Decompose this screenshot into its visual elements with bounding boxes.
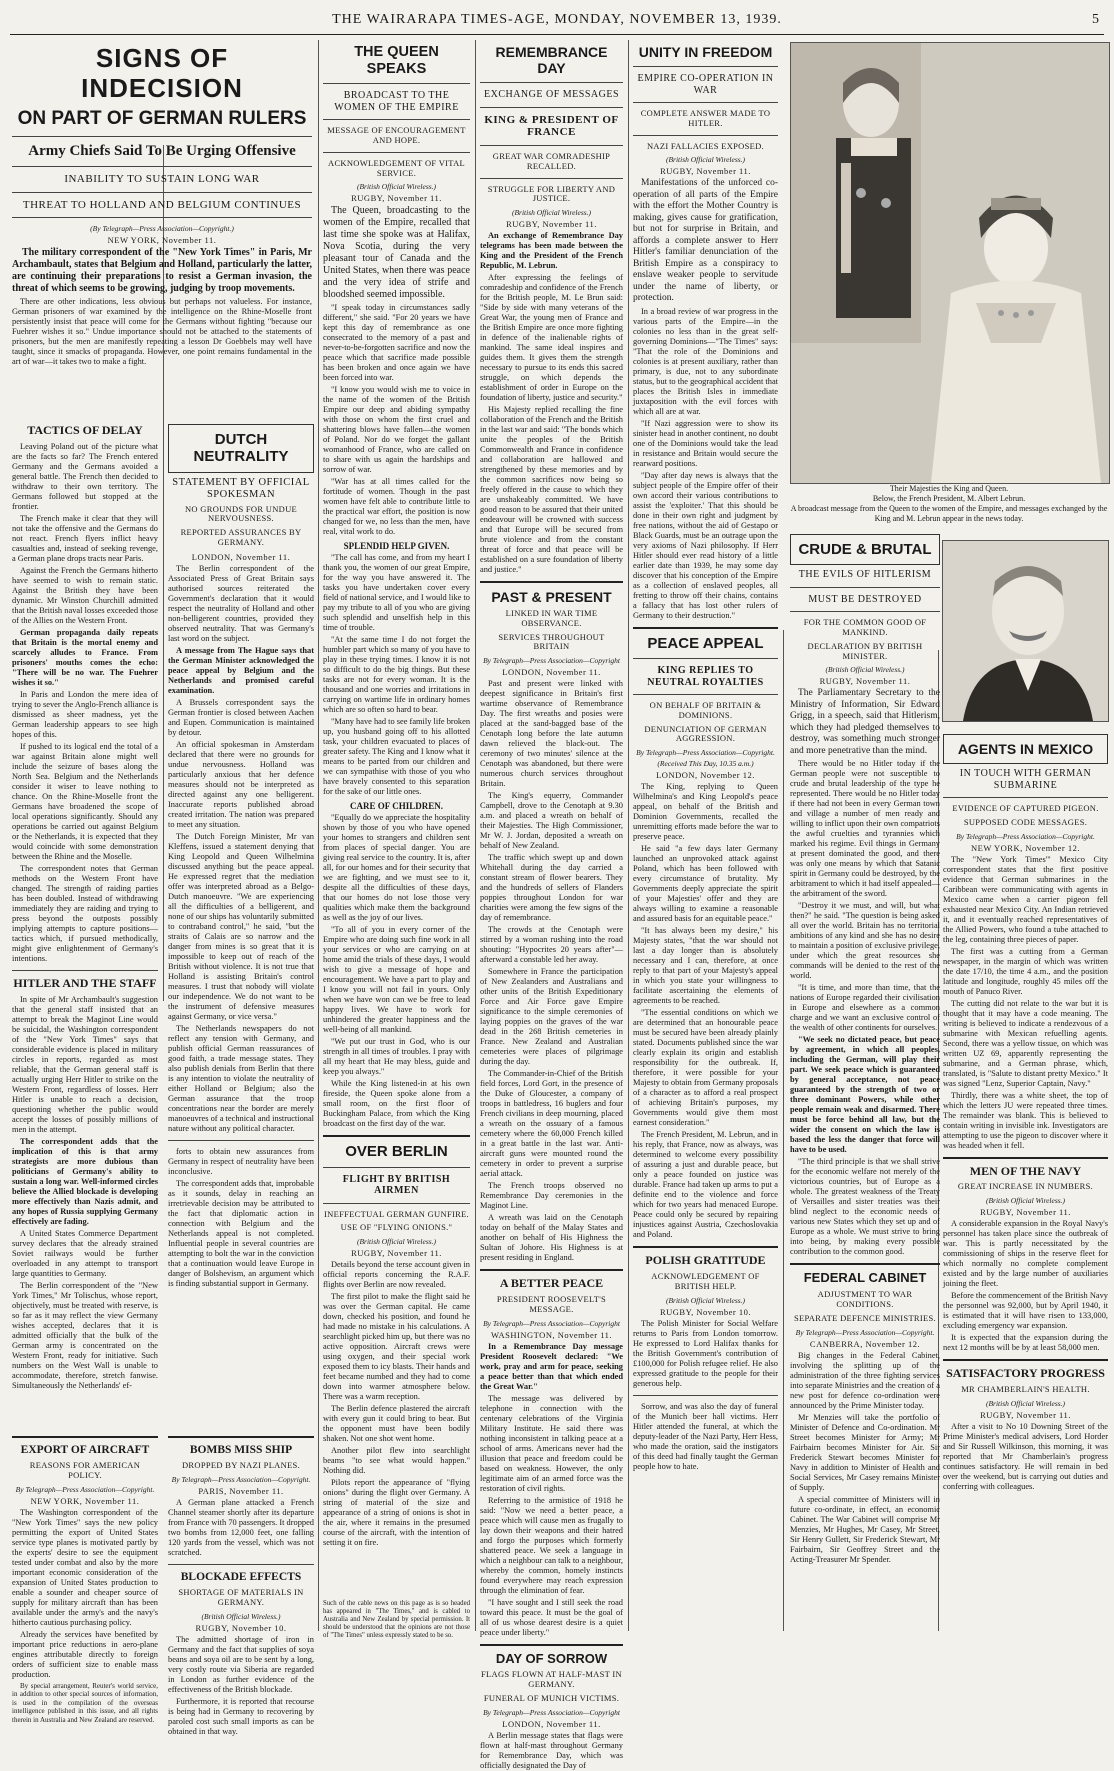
lead-headline: SIGNS OF INDECISION: [81, 43, 243, 103]
satisfactory-para: After a visit to No 10 Downing Street of the Prime Minister's medical advisers, Lord Horder and Sir Russell Wilkinson, this morning, it was reported that Mr Chamberlain's progress continues satisfactory. He will remain in bed over the weekend, but is carrying out duties and conferring with colleagues.: [943, 1421, 1108, 1491]
sorrow-heading: DAY OF SORROW: [495, 1650, 608, 1666]
gratitude-para: The Polish Minister for Social Welfare returns to Paris from London tomorrow. He expressed to Lord Halifax thanks for the British Government's contribution of £100,000 for Polish refugee relief. He also expressed gratitude to the people for their generous help.: [633, 1318, 778, 1388]
crude-heading: CRUDE & BRUTAL: [798, 541, 932, 558]
dutch-cont-para: forts to obtain new assurances from Germany in respect of neutrality have been inconclusive.: [168, 1146, 314, 1176]
berlin-para: The Berlin defence plastered the aircraft with every gun it could bring to bear. But the opponent must have been bodily shaken. Not one shot went home.: [323, 1404, 470, 1444]
sorrow-para: A Berlin message states that flags were flown at half-mast throughout Germany for Remembrance Day, which was officially designated the Day of: [480, 1730, 623, 1770]
dutch-sub-2: NO GROUNDS FOR UNDUE NERVOUSNESS.: [184, 503, 298, 524]
dutch-para: An official spokesman in Amsterdam declared that there were no grounds for undue nervousness. Holland was particularly anxious that her defence measures should not be interpreted as directed against any one belligerent. Inaccurate reports published abroad created irritation. The nation was prepared to meet any situation.: [168, 739, 314, 829]
berlin-para: Pilots report the appearance of "flying onions" during the flight over Germany. A string of material of the size and appearance of a string of onions is shot in the air, where it remains in the presumed course of the aircraft, with the intention of setting it on fire.: [323, 1478, 470, 1548]
photo-caption: [790, 484, 1108, 524]
remembrance-sub-3: GREAT WAR COMRADESHIP RECALLED.: [492, 150, 611, 171]
caption-line-3: A broadcast message from the Queen to the women of the Empire, and messages exchanged by the King and M. Lebrun appear in the news today.: [790, 504, 1108, 523]
unity-para: "If Nazi aggression were to show its sinister head in another continent, no doubt one of the Dominions would take the lead in resistance and Britain would secure the rearward positions.: [633, 418, 778, 468]
navy-credit: (British Official Wireless.): [985, 1196, 1066, 1206]
unity-credit: (British Official Wireless.): [665, 155, 746, 165]
queen-sub-3: ACKNOWLEDGEMENT OF VITAL SERVICE.: [328, 157, 465, 178]
peace-appeal-sub-2: ON BEHALF OF BRITAIN & DOMINIONS.: [649, 700, 762, 720]
lead-para: There are other indications, less obvious but perhaps not valueless. For instance, German prisoners of war examined by the intelligence on the Rhine-Moselle front persistently insist that peace will come for the Germans without fighting "because our Fuehrer wishes it so." Undue importance should not be attached to the statements of prisoners, but the men are manifestly repeating a lesson Dr Goebbels may well have taught, since it smacks of propaganda. However, one point remains fundamental in the art of war—it takes two to make a fight.: [12, 297, 312, 367]
satisfactory-sub: MR CHAMBERLAIN'S HEALTH.: [961, 1383, 1090, 1394]
tactics-para: The correspondent notes that German methods on the Western Front have changed. The strength of raiding parties has been doubled. Instead of withdrawing immediately they are raiding and trying to press beyond the outposts possibly implying attempts to capture positions—tactics which, if pursued methodically, might give enlightenment of Germany's intentions.: [12, 863, 158, 963]
dutch-sub-1: STATEMENT BY OFFICIAL SPOKESMAN: [172, 476, 310, 500]
berlin-sub-2: INEFFECTUAL GERMAN GUNFIRE.: [324, 1208, 469, 1219]
queen-para: "The call has come, and from my heart I thank you, the women of our great Empire, for the way you have answered it. The tasks you have undertaken cover every field of national service, and I would like to pay my tribute to all of you who are giving such splendid and unselfish help in this time of trouble.: [323, 553, 470, 633]
remembrance-sub-1: EXCHANGE OF MESSAGES: [483, 89, 619, 101]
queen-para: "I know you would wish me to voice in the name of the women of the British Empire our deep and abiding sympathy with those on whom the first cruel and shattering blows have fallen—the women of Poland. Nor do we forget the gallant womanhood of France, who are called on to share with us again the hardships and sorrow of war.: [323, 385, 470, 475]
mexico-sub-2: EVIDENCE OF CAPTURED PIGEON.: [952, 803, 1099, 814]
mexico-credit: By Telegraph—Press Association—Copyright.: [956, 831, 1095, 841]
cabinet-para: Big changes in the Federal Cabinet, involving the splitting up of the administration of the three fighting services into separate Ministries and the creation of a new post for defence co-ordination were announced by the Prime Minister today.: [790, 1350, 940, 1410]
dutch-para: The Netherlands newspapers do not reflect any tension with Germany, and publish official German reassurances of good faith, a trade message states. They also publish denials from Berlin that there is any intention to violate the neutrality of either Holland or Belgium; also the German assurance that the troop concentrations near the border are merely manoeuvres of a technical and instructional nature without any political character.: [168, 1023, 314, 1133]
berlin-heading: OVER BERLIN: [345, 1143, 448, 1161]
queen-dateline: RUGBY, November 11.: [351, 193, 442, 204]
berlin-para: The first pilot to make the flight said he was over the German capital. He came down, checked his position, and found he had made no mistake in his calculations. A searchlight picked him up, but there was no active opposition. Aircraft crews were using oxygen, and their special work exposed them to icy blasts. Their hands and feet became numbed and they had to come down into warmer atmosphere below. There was a warm reception.: [323, 1292, 470, 1402]
blockade-dateline: RUGBY, November 10.: [195, 1622, 287, 1633]
cabinet-heading: FEDERAL CABINET: [803, 1270, 927, 1286]
mexico-para: The "New York Times'" Mexico City correspondent states that the first positive evidence that German submarines in the Caribbean were communicating with agents in Mexico came when a carrier pigeon fell exhausted near Mexico City. An Indian retrieved it, and it eventually reached representatives of the Allied Powers, who found a tube attached to the leg, containing three pieces of paper.: [943, 854, 1108, 944]
satisfactory-credit: (British Official Wireless.): [985, 1398, 1066, 1408]
berlin-sub-1: FLIGHT BY BRITISH AIRMEN: [342, 1173, 451, 1197]
remembrance-sub-4: STRUGGLE FOR LIBERTY AND JUSTICE.: [487, 183, 616, 204]
footnote: [323, 1600, 470, 1638]
export-sub: REASONS FOR AMERICAN POLICY.: [29, 1460, 141, 1480]
column-rule: [628, 40, 629, 1631]
past-para: A wreath was laid on the Cenotaph today on behalf of the Malay States and another on behalf of His Highness the Sultan of Johore. His Highness is at present residing in England.: [480, 1213, 623, 1263]
peace-appeal-sub-1: KING REPLIES TO NEUTRAL ROYALTIES: [647, 665, 764, 688]
mexico-para: Thirdly, there was a white sheet, the top of which the letters JU were repeated three times. The remainder was blank. This is believed to contain writing in invisible ink. Investigators are attempting to use the pigeon to discover where it was headed when it fell.: [943, 1090, 1108, 1150]
bombs-credit: By Telegraph—Press Association—Copyright.: [171, 1474, 311, 1484]
page-number: 5: [1092, 12, 1100, 27]
export-note: By special arrangement, Reuter's world service, in addition to other special sources of information, is used in the compilation of the overseas intelligence published in this issue, and all rights therein in Australia and New Zealand are reserved.: [12, 1681, 158, 1724]
cabinet-sub-1: ADJUSTMENT TO WAR CONDITIONS.: [817, 1289, 913, 1310]
crude-sub-4: DECLARATION BY BRITISH MINISTER.: [807, 640, 923, 661]
queen-para: "I speak today in circumstances sadly different," she said. "For 20 years we have kept this day of remembrance as one consecrated to the memory of a past and never-to-be-forgotten sacrifice and now the peace which that sacrifice made possible has been broken and once again we have been forced into war.: [323, 303, 470, 383]
peace-para: "I have sought and I still seek the road toward this peace. It must be the goal of all of us whose dearest desire is a quiet peace under liberty.": [480, 1597, 623, 1637]
queen-heading: THE QUEEN SPEAKS: [354, 44, 439, 77]
sorrow-credit: By Telegraph—Press Association—Copyright: [483, 1707, 620, 1717]
blockade-para: Furthermore, it is reported that recourse is being had in Germany to recovering by paroled cost such small imports as can be obtained in that way.: [168, 1696, 314, 1736]
bombs-para: A German plane attacked a French Channel steamer shortly after its departure from France with 70 passengers. It dropped two bombs from 12,000 feet, one falling 120 yards from the vessel, which was not scratched.: [168, 1497, 314, 1557]
queen-para: "At the same time I do not forget the humbler part which so many of you have to play in these trying times. I know it is not so difficult to do the big things. But these tasks are not for every woman. It is the thousand and one worries and irritations in carrying on wartime life in ordinary homes which are so often so hard to bear.: [323, 635, 470, 715]
navy-sub: GREAT INCREASE IN NUMBERS.: [957, 1181, 1094, 1192]
crude-credit: (British Official Wireless.): [825, 665, 905, 675]
navy-para: It is expected that the expansion during the next 12 months will be by at least 58,000 men.: [943, 1333, 1108, 1353]
gratitude-dateline: RUGBY, November 10.: [659, 1306, 752, 1317]
berlin-sub-3: USE OF "FLYING ONIONS.": [340, 1222, 453, 1233]
peace-appeal-para: "It has always been my desire," his Majesty states, "that the war should not last a day longer than is absolutely necessary and I can, therefore, at once reply to that part of your Majesty's appeal in which you state your willingness to facilitate ascertaining the elements of agreements to be reached.: [633, 926, 778, 1006]
sorrow-sub-2: FUNERAL OF MUNICH VICTIMS.: [483, 1692, 620, 1703]
bombs-heading: BOMBS MISS SHIP: [189, 1444, 293, 1456]
crude-para: "The third principle is that we shall strive for the economic welfare not merely of the victorious countries, but of Europe as a whole. The greatest weakness of the Treaty of Versailles and sister treaties was their blind neglect to the economic needs of various new States which they set up and of Europe as a whole. We must strive to bring into being, by making every possible contribution to the common good.: [790, 1157, 940, 1257]
remembrance-para: An exchange of Remembrance Day telegrams has been made between the King and the President of the French Republic, M. Lebrun.: [480, 231, 623, 271]
past-heading: PAST & PRESENT: [491, 589, 612, 606]
masthead-title: THE WAIRARAPA TIMES-AGE, MONDAY, NOVEMBER 13, 1939.: [332, 12, 782, 27]
lead-dateline: NEW YORK, November 11.: [107, 235, 217, 246]
unity-sub-2: COMPLETE ANSWER MADE TO HITLER.: [640, 108, 771, 128]
peace-sub: PRESIDENT ROOSEVELT'S MESSAGE.: [496, 1293, 607, 1314]
peace-para: The message was delivered by telephone in connection with the centenary celebrations of the Virginia Military Institute. He said there was nothing inconsistent in talking peace at a school of arms. Americans never had the illusion that peace and freedom could be based on weakness. However, the only legitimate aim of an armed force was the restoration of civil rights.: [480, 1393, 623, 1493]
mexico-sub-1: IN TOUCH WITH GERMAN SUBMARINE: [959, 768, 1092, 791]
dutch-para: A Brussels correspondent says the German frontier is closed between Aachen and Eupen. Communication is maintained by detour.: [168, 697, 314, 737]
berlin-para: Another pilot flew into searchlight beams "to see what would happen." Nothing did.: [323, 1446, 470, 1476]
unity-para: "Day after day news is always that the subject people of the Empire offer of their own accord their various contributions to assist the 'exploiter.' That this should be done in their own right and judgment by free nations, without the aid of Gestapo or Black Guards, must be an outrage upon the very axioms of Nazi philosophy. If Herr Hitler should ever read history of a little earlier date than 1939, he may some day discover that his conception of the Empire as a collection of enslaved peoples, all fretting to throw off their chains, contains a fallacy that has lost other rulers of Germany to their destruction.": [633, 470, 778, 620]
queen-sub-2: MESSAGE OF ENCOURAGEMENT AND HOPE.: [327, 125, 466, 146]
navy-heading: MEN OF THE NAVY: [969, 1163, 1082, 1178]
berlin-credit: (British Official Wireless.): [356, 1237, 437, 1247]
queen-para: "Many have had to see family life broken up, you husband going off to his allotted task, your children evacuated to places of greater safety. The King and I know what it means to be parted from our children and we can sympathise with those of you who have bravely consented to this separation for the sake of our little ones.: [323, 717, 471, 797]
past-para: The Commander-in-Chief of the British field forces, Lord Gort, in the presence of the Duke of Gloucester, a company of troops in battledress, 16 buglers and four French civilians in deep mourning, placed a wreath on the ossuary of a famous cemetery where the 60,000 French killed in a great battle in the last war. Anti-aircraft guns were mounted round the cemetery in order to prevent a surprise aerial attack.: [480, 1069, 623, 1179]
dutch-column: [168, 420, 314, 1425]
lebrun-photo: [942, 540, 1109, 722]
mexico-para: The cutting did not relate to the war but it is thought that it may have a code meaning. The writing is believed to indicate a rendezvous of a submarine with Mexican refuelling agents. Second, there was a yellow tissue, on which was written UZ 69, apparently representing the submarine, and a German phrase, which, translated, is "Salute to distant pretty Mexico." It was signed "Lenz, Superior Captain, Navy.": [943, 998, 1108, 1088]
times-note: Such of the cable news on this page as is so headed has appeared in "The Times," and is cabled to Australia and New Zealand by special permission. It should be understood that the opinions are not those of "The Times" unless expressly stated to be so.: [323, 1600, 470, 1639]
sorrow-dateline: LONDON, November 11.: [502, 1718, 601, 1729]
lead-subhead-4: THREAT TO HOLLAND AND BELGIUM CONTINUES: [22, 198, 302, 211]
past-para: Past and present were linked with deepest significance in Britain's first wartime observance of Remembrance Day. The first wreaths and posies were placed at the sand-bagged base of the Cenotaph long before the late autumn dawn relieved the black-out. The ceremony of two minutes' silence at the Cenotaph was abandoned, but there were numerous church services throughout Britain.: [480, 679, 623, 789]
cabinet-dateline: CANBERRA, November 12.: [809, 1338, 921, 1349]
unity-para: Manifestations of the unforced co-operation of all parts of the Empire with the effort the Mother Country is making, gives cause for gratification, but not for surprise in Britain, and affords a complete answer to Herr Hitler's familiar denunciation of the British Empire as a conspiracy to enslave weaker people to servitude under the name of liberty, or protection.: [633, 178, 778, 304]
tactics-para: In Paris and London the mere idea of trying to sever the Anglo-French alliance is dismissed as sheer madness, yet the German leadership appears to see high hopes of this.: [12, 689, 158, 739]
queen-para: While the King listened-in at his own fireside, the Queen spoke alone from a small room, on the first floor of Buckingham Palace, from which the King broadcast on the first day of the war.: [323, 1079, 470, 1129]
peace-para: Referring to the armistice of 1918 he said: "Now we need a better peace, a peace which will cause men as frugally to lay down their weapons and their hatred and forgo the purposes which formerly shattered peace. We seek a language in which a neighbour can talk to a neighbour, whereby the common, homely instincts found everywhere may reach expression through the elimination of fear.: [480, 1495, 623, 1595]
queen-para: "War has at all times called for the fortitude of women. Though in the past women have felt able to contribute little to the practical war effort, the position is now changed for we, no less than the men, have real, vital work to do.: [323, 477, 470, 537]
queen-credit: (British Official Wireless.): [356, 182, 437, 192]
crude-sub-3: FOR THE COMMON GOOD OF MANKIND.: [803, 617, 927, 638]
dutch-sub-3: REPORTED ASSURANCES BY GERMANY.: [180, 527, 302, 547]
caption-line-1: Their Majesties the King and Queen.: [889, 484, 1009, 493]
lead-subhead-2: Army Chiefs Said To Be Urging Offensive: [28, 142, 296, 159]
mexico-heading: AGENTS IN MEXICO: [957, 741, 1094, 757]
export-story: [12, 1430, 158, 1724]
blockade-sub: SHORTAGE OF MATERIALS IN GERMANY.: [178, 1587, 304, 1607]
remembrance-para: After expressing the feelings of comradeship and confidence of the French for the British people, M. Le Brun said: "Side by side with many veterans of the Great War, the young men of France and the British Empire are once more fighting in defence of the inalienable rights of mankind. The same ideal inspires and guides them. It gives them the strength necessary to pursue to its ends this sacred struggle, on which depends the establishment of order in Europe on the foundation of liberty, justice and security.": [480, 273, 623, 403]
cabinet-sub-2: SEPARATE DEFENCE MINISTRIES.: [794, 1312, 936, 1323]
peace-appeal-para: The French President, M. Lebrun, and in his reply, that France, now as always, was determined to welcome every possibility of assuring a just and durable peace, but only a peace founded on justice was durable. France had taken up arms to put a definite end to the violence and force which for two years had menaced Europe. Peace could only be secured by repairing injustices against Austria, Czechoslovakia and Poland.: [633, 1130, 778, 1240]
crude-dateline: RUGBY, November 11.: [819, 676, 911, 687]
peace-appeal-para: The King, replying to Queen Wilhelmina's and King Leopold's peace appeal, on behalf of the British and Dominion Governments, recalled the unremitting efforts made before the war to preserve peace.: [633, 782, 778, 842]
lead-intro: The military correspondent of the "New York Times" in Paris, Mr Archambault, states that Belgium and Holland, particularly the latter, are continuing their preparations to resist a German invasion, the threat of which seems to be growing, judging by troop movements.: [12, 247, 312, 295]
past-para: The crowds at the Cenotaph were stirred by a woman rushing into the road shouting: "Hypocrites 20 years after"—afterward a constable led her away.: [480, 925, 623, 965]
navy-para: Before the commencement of the British Navy the personnel was 92,000, but by April 1940, it is estimated that it will have risen to 133,000, excluding emergency war expansion.: [943, 1291, 1108, 1331]
hitler-para: The correspondent adds that the implication of this is that army strategists are more dubious than politicians of Germany's ability to sustain a long war. Well-informed circles believe the Allied blockade is developing more effectively than Nazis admit, and any hopes of Russia supplying Germany effectively are fading.: [12, 1136, 158, 1226]
bombs-story: [168, 1430, 314, 1736]
dutch-para: The Berlin correspondent of the Associated Press of Great Britain says authorised sources reiterated the Government's declaration that it would respect the neutrality of Holland and other non-belligerent countries, provided they observed neutrality. That was Germany's last word on the subject.: [168, 563, 314, 643]
blockade-heading: BLOCKADE EFFECTS: [180, 1570, 302, 1583]
mexico-para: The first was a cutting from a German newspaper, in the margin of which was written the date 17/10, the time 4 a.m., and the position latitude and longitude, roughly 45 miles off the mouth of Panuco River.: [943, 946, 1108, 996]
remembrance-column: [480, 40, 623, 1770]
satisfactory-dateline: RUGBY, November 11.: [980, 1409, 1071, 1420]
remembrance-dateline: RUGBY, November 11.: [506, 219, 597, 230]
crude-para: "It is time, and more than time, that the nations of Europe regarded their civilisation in Europe and elsewhere as a common charge and we want an exclusive control of the wealth of other continents for ourselves.: [790, 983, 940, 1033]
export-heading: EXPORT OF AIRCRAFT: [20, 1444, 150, 1456]
bombs-dateline: PARIS, November 11.: [198, 1485, 284, 1496]
cabinet-credit: By Telegraph—Press Association—Copyright.: [795, 1327, 935, 1337]
past-sub-2: SERVICES THROUGHOUT BRITAIN: [498, 631, 605, 652]
column-rule: [318, 40, 319, 1631]
past-para: Somewhere in France the participation of New Zealanders and Australians and other units of the British Expeditionary Force and Air Force gave Empire significance to the simple ceremonies of laying poppies on the graves of the war dead in the 268 British cemeteries in France. New Zealand and Australian cemeteries were places of pilgrimage during the day.: [480, 967, 623, 1067]
dutch-cont-para: The correspondent adds that, improbable as it sounds, delay in reaching an irretrievable decision may be attributed to the fact that diplomatic action in connection with Belgium and the Netherlands appeal is not completed. Influential people in several countries are attempting to bolt the war in the conviction that a continuation would leave Europe in danger of Bolshevism, an argument which is finding substantial support in Germany.: [168, 1178, 314, 1288]
past-credit: By Telegraph—Press Association—Copyright: [483, 656, 620, 666]
peace-appeal-para: He said "a few days later Germany launched an unprovoked attack against Poland, which has been followed with every circumstance of brutality. My Governments deeply appreciate the spirit of your Majesties' offer and they are always willing to examine a reasonable and assured basis for an equitable peace.": [633, 844, 778, 924]
remembrance-para: His Majesty replied recalling the fine collaboration of the French and the British in the last war and said: "The bonds which unite the peoples of the British Commonwealth and France in confidence and collaboration are hallowed and strengthened by these memories and by the common sacrifices now being so freely offered in the cause to which they are unshakeably committed. We have good reason to be assured that their united endeavour will be crowned with success and that Europe will be secured from brute violence and from the constant threat of force and that peace will be established on a sure foundation of liberty and justice.": [480, 405, 623, 575]
past-dateline: LONDON, November 11.: [502, 667, 601, 678]
bombs-sub: DROPPED BY NAZI PLANES.: [181, 1460, 301, 1471]
unity-dateline: RUGBY, November 11.: [660, 166, 751, 177]
blockade-credit: (British Official Wireless.): [201, 1611, 281, 1621]
cabinet-para: A special committee of Ministers will in future co-ordinate, in effect, an economic Cabinet. The War Cabinet will comprise Mr Menzies, Mr Hughes, Mr Casey, Mr Street, Sir Henry Gullett, Sir Frederick Stewart, Mr Fairbairn, Sir Geoffrey Street and the Acting-Treasurer Mr Spender.: [790, 1494, 940, 1564]
column-rule: [783, 630, 784, 1631]
peace-appeal-para: "The essential conditions on which we are determined that an honourable peace must be secured have been already plainly stated. Documents published since the war clearly explain its origin and establish responsibility for the outbreak. If, therefore, it were possible for your Majesty to obtain from Germany proposals of a character as to afford a real prospect of achieving Britain's purposes, my Governments would give them most earnest consideration.": [633, 1008, 778, 1128]
crude-sub-1: THE EVILS OF HITLERISM: [798, 569, 932, 581]
peace-appeal-dateline: LONDON, November 12.: [656, 770, 755, 781]
tactics-para: Leaving Poland out of the picture what are the facts so far? The French entered Germany and the Germans avoided a general battle. The French then decided to withdraw to their own territory. The Germans followed but stopped at the frontier.: [12, 441, 158, 511]
sorrow-cont-para: Sorrow, and was also the day of funeral of the Munich beer hall victims. Herr Hitler attended the funeral, at which the deputy-leader of the Nazi Party, Herr Hess, who made the oration, said the instigators of this deed had finally taught the German people how to hate.: [633, 1401, 778, 1471]
lead-subhead-3: INABILITY TO SUSTAIN LONG WAR: [64, 172, 260, 185]
past-para: The French troops observed no Remembrance Day ceremonies in the Maginot Line.: [480, 1181, 623, 1211]
navy-dateline: RUGBY, November 11.: [980, 1207, 1071, 1218]
unity-sub-1: EMPIRE CO-OPERATION IN WAR: [637, 73, 774, 96]
past-para: The traffic which swept up and down Whitehall during the day carried a constant stream of flower bearers. They and the hundreds of sellers of Flanders poppies throughout London for war charities were among the few signs of the day of remembrance.: [480, 853, 623, 923]
crude-para: "We seek no dictated peace, but peace by agreement, in which all peoples, including the German, will play their part. We seek peace which is guaranteed by general acceptance, not peace guaranteed by the strength of two or three dominant Powers, while other people remain weak and disarmed. There must be force behind all law, but the wider the consent on which the law is based the less the danger that force will have to be used.: [790, 1035, 940, 1155]
unity-para: In a broad review of war progress in the various parts of the Empire—in the colonies no less than in the great self-governing Dominions—"The Times" says: "That the role of the Dominions and colonies is at present auxiliary, rather than primary, is due, not to any subordinate status, but to the geographical accident that places the British Isles in immediate juxtaposition with the evil forces with which all are at war.: [633, 306, 778, 416]
queen-column: [323, 40, 470, 1635]
export-para: Already the services have benefited by important price reductions in aero-plane engines attributable directly to foreign orders of sufficient size to enable mass production.: [12, 1629, 158, 1679]
peace-heading: A BETTER PEACE: [499, 1276, 604, 1291]
blockade-para: The admitted shortage of iron in Germany and the fact that supplies of soya beans and soya oil are to be sent by a long, very costly route via Siberia are regarded in London as further evidence of the effectiveness of the British blockade.: [168, 1634, 314, 1694]
past-sub-1: LINKED IN WAR TIME OBSERVANCE.: [505, 608, 598, 628]
tactics-column: [12, 420, 158, 1425]
export-para: The Washington correspondent of the "New York Times" says the new policy permitting the export of United States service type planes is motivated partly by the experts' desire to see the equipment tested under combat and also by the more important economic consideration of the expansion of United States production to enable a sounder and cheaper source of supply for military aircraft than has been available under the army's and the navy's hitherto cautious purchasing policy.: [12, 1507, 158, 1627]
hitler-heading: HITLER AND THE STAFF: [13, 975, 157, 990]
tactics-para: The French make it clear that they will not take the offensive and the Germans do not react. French flyers inflict heavy casualties and, instead of seeking revenge, a German plane drops tracts near Paris.: [12, 513, 158, 563]
tactics-para: German propaganda daily repeats that Britain is the mortal enemy and scarcely alludes to France. From prisoners' mouths comes the echo: "There will be no war. The Fuehrer wishes it so.": [12, 627, 158, 687]
king-queen-portrait-icon: [791, 43, 1109, 483]
peace-para: In a Remembrance Day message President Roosevelt declared: "We work, pray and arm for peace, seeking a peace better than that which ended the Great War.": [480, 1341, 623, 1391]
caption-line-2: Below, the French President, M. Albert Lebrun.: [872, 494, 1026, 503]
mexico-column: [943, 730, 1108, 1635]
royal-photo: [790, 42, 1110, 484]
navy-para: A considerable expansion in the Royal Navy's personnel has taken place since the outbreak of war. This is partly necessitated by the commissioning of ships in the reserve fleet for which normally no complete complement existed and by the large number of auxiliaries joining the fleet.: [943, 1219, 1108, 1289]
dutch-dateline: LONDON, November 11.: [191, 551, 291, 562]
dutch-para: A message from The Hague says that the German Minister acknowledged the peace appeal by Belgium and the Netherlands and promised careful examination.: [168, 645, 314, 695]
mexico-dateline: NEW YORK, November 12.: [971, 842, 1080, 853]
lead-subhead-1: ON PART OF GERMAN RULERS: [17, 107, 307, 129]
peace-appeal-received: (Received This Day, 10.35 a.m.): [657, 759, 754, 769]
gratitude-sub: ACKNOWLEDGEMENT OF BRITISH HELP.: [651, 1271, 760, 1291]
unity-sub-3: NAZI FALLACIES EXPOSED.: [646, 140, 764, 151]
berlin-para: Details beyond the terse account given in official reports concerning the R.A.F. flights over Berlin are now revealed.: [323, 1260, 470, 1290]
unity-column: [633, 40, 778, 1635]
mexico-sub-3: SUPPOSED CODE MESSAGES.: [963, 816, 1088, 827]
gratitude-credit: (British Official Wireless.): [665, 1295, 746, 1305]
hitler-para: In spite of Mr Archambault's suggestion that the general staff insisted that an attempt to break the Maginot Line would be suicidal, the Washington correspondent of the "New York Times" says that considerable evidence is placed in military circles in reports, regarded as most reliable, that the German general staff is actually urging Herr Hitler to strike on the Western Front, regardless of losses. Herr Hitler is unable to reach a decision, questioning whether the public would accept the losses of possibly millions of men in the attempt.: [12, 994, 158, 1134]
export-dateline: NEW YORK, November 11.: [30, 1495, 140, 1506]
queen-subhead: CARE OF CHILDREN.: [350, 801, 443, 812]
sorrow-sub-1: FLAGS FLOWN AT HALF-MAST IN GERMANY.: [481, 1669, 622, 1690]
gratitude-heading: POLISH GRATITUDE: [645, 1253, 766, 1268]
berlin-dateline: RUGBY, November 11.: [351, 1248, 442, 1259]
lead-credit: (By Telegraph—Press Association—Copyright.): [90, 224, 234, 234]
satisfactory-heading: SATISFACTORY PROGRESS: [946, 1366, 1105, 1381]
peace-dateline: WASHINGTON, November 11.: [490, 1329, 613, 1340]
queen-para: "To all of you in every corner of the Empire who are doing such fine work in all your services or who are carrying on at home amid the trials of these days, I would wish to give a message of hope and encouragement. We have a part to play and I know you will not fail in yours. Only when we have won can we be free to lead happy lives. We have to work for unhindered the greater happiness and the well-being of all mankind.: [323, 925, 470, 1035]
dutch-para: The Dutch Foreign Minister, Mr van Kleffens, issued a statement denying that King Leopold and Queen Wilhelmina discussed anything but the peace appeal. He expressed regret that the mediation offer was interpreted abroad as a Belgo-Dutch manoeuvre. "We are experiencing all the difficulties of a belligerent, and none of our ships has voluntarily submitted to contraband control," he said, "but the straits of Calais are so narrow and the danger from mines is so great that it is impossible to keep out of reach of the British without violence. It is not true that Holland is assisting Britain's control measures. I trust that nobody will violate our independence. We do not want to be the instrument of defensive measures against Germany, or vice versa.": [168, 831, 314, 1021]
crude-para: "Destroy it we must, and will, but what then?" he said. "The question is being asked all over the world. Britain has no territorial ambitions of any kind and she has no desire to maintain a position of exclusive privilege, under which the great resources she commands will be denied to the rest of the world.: [790, 901, 940, 981]
peace-credit: By Telegraph—Press Association—Copyright: [483, 1318, 620, 1328]
column-rule: [475, 40, 476, 1631]
cabinet-para: Mr Menzies will take the portfolio of Minister of Defence and Co-ordination. Mr Street becomes Minister for Army; Mr Fairbairn becomes Minister for Air. Sir Frederick Stewart becomes Minister for Navy in addition to Minister of Health and Social Services, Mr Casey remains Minister of Supply.: [790, 1412, 940, 1492]
export-credit: By Telegraph—Press Association—Copyright.: [15, 1484, 155, 1494]
crude-sub-2: MUST BE DESTROYED: [808, 593, 922, 605]
queen-para: "Equally do we appreciate the hospitality shown by those of you who have opened your homes to strangers and children sent from places of special danger. You are giving real service to the country. It is, after all, for our homes and for their security that we are fighting, and we must see to it, despite all the difficulties of these days, that our homes do not lose those very qualities which make them the background as well as the joy of our lives.: [323, 813, 470, 923]
lebrun-portrait-icon: [943, 541, 1108, 721]
crude-column: [790, 530, 940, 1630]
past-para: The King's equerry, Commander Campbell, drove to the Cenotaph at 9.30 a.m. and placed a wreath on behalf of their Majesties. The High Commissioner, Mr W. J. Jordan, deposited a wreath on behalf of New Zealand.: [480, 791, 623, 851]
queen-subhead: SPLENDID HELP GIVEN.: [343, 541, 450, 552]
queen-para: "We put our trust in God, who is our strength in all times of troubles. I pray with all my heart that He may bless, guide and keep you always.": [323, 1037, 470, 1077]
peace-appeal-sub-3: DENUNCIATION OF GERMAN AGGRESSION.: [644, 723, 767, 744]
tactics-para: Against the French the Germans hitherto have seemed to wish to remain static. Against the British they have been dynamic. Mr Winston Churchill admitted that the British naval losses exceeded those of the Allies on the Western Front.: [12, 565, 158, 625]
peace-appeal-credit: By Telegraph—Press Association—Copyright.: [636, 748, 775, 758]
masthead: [10, 8, 1104, 35]
tactics-heading: TACTICS OF DELAY: [27, 423, 143, 437]
hitler-para: The Berlin correspondent of the "New York Times," Mr Tolischus, whose report, objectively, must be treated with reserve, is so far as it may reflect the view Germany wishes accepted, declares that it is admitted officially that the bulk of the German army is concentrated on the Western Front, ready for initiative. Such numbers on the West Wall is unable to accommodate, therefore, stretch fanwise. Simultaneously the Netherlands' ef-: [12, 1280, 158, 1390]
remembrance-sub-2: KING & PRESIDENT OF FRANCE: [484, 113, 619, 139]
unity-heading: UNITY IN FREEDOM: [638, 44, 773, 60]
remembrance-credit: (British Official Wireless.): [511, 208, 592, 218]
crude-para: The Parliamentary Secretary to the Ministry of Information, Sir Edward Grigg, in a speech, said that Hitlerism, which they had pledged themselves to destroy, was something much stronger and more penetrative than the mind.: [790, 688, 940, 756]
peace-appeal-heading: PEACE APPEAL: [647, 634, 764, 652]
tactics-para: If pushed to its logical end the total of a war against Britain alone might well include the seizure of bases along the North Sea. Belgium and the Netherlands consider it wiser to leave nothing to chance. On the Rhine-Moselle front the Germans have broadened the scope of local operations significantly. Should any operations be carried out against Belgium or the Netherlands, it is expected that they would coincide with some demonstration between the Rhine and the Moselle.: [12, 741, 158, 861]
crude-para: There would be no Hitler today if the German people were not susceptible to crude and brutal leadership of the type he represented. There would be no Hitler today if there had not been in every German town and village a number of men ready and willing to inflict upon their own compatriots the awful cruelties and tyrannies which marked his regime. Evil things in Germany at present dominated the good, and there was only one means by which that Satanic spirit in Germany could be destroyed, by the arbitrament to which it had itself appealed—the arbitrament of the sword.: [790, 759, 940, 899]
hitler-para: A United States Commerce Department survey declares that the already strained Soviet railways would be further overloaded in any attempt to transport large quantities to Germany.: [12, 1228, 158, 1278]
queen-sub-1: BROADCAST TO THE WOMEN OF THE EMPIRE: [334, 90, 459, 113]
queen-para: The Queen, broadcasting to the women of the Empire, recalled that last time she spoke was at Halifax, Nova Scotia, during the very pleasant tour of Canada and the United States, when there was peace and the very idea of strife and bloodshed seemed impossible.: [323, 205, 470, 301]
dutch-heading: DUTCH NEUTRALITY: [193, 431, 289, 466]
remembrance-heading: REMEMBRANCE DAY: [495, 44, 608, 77]
